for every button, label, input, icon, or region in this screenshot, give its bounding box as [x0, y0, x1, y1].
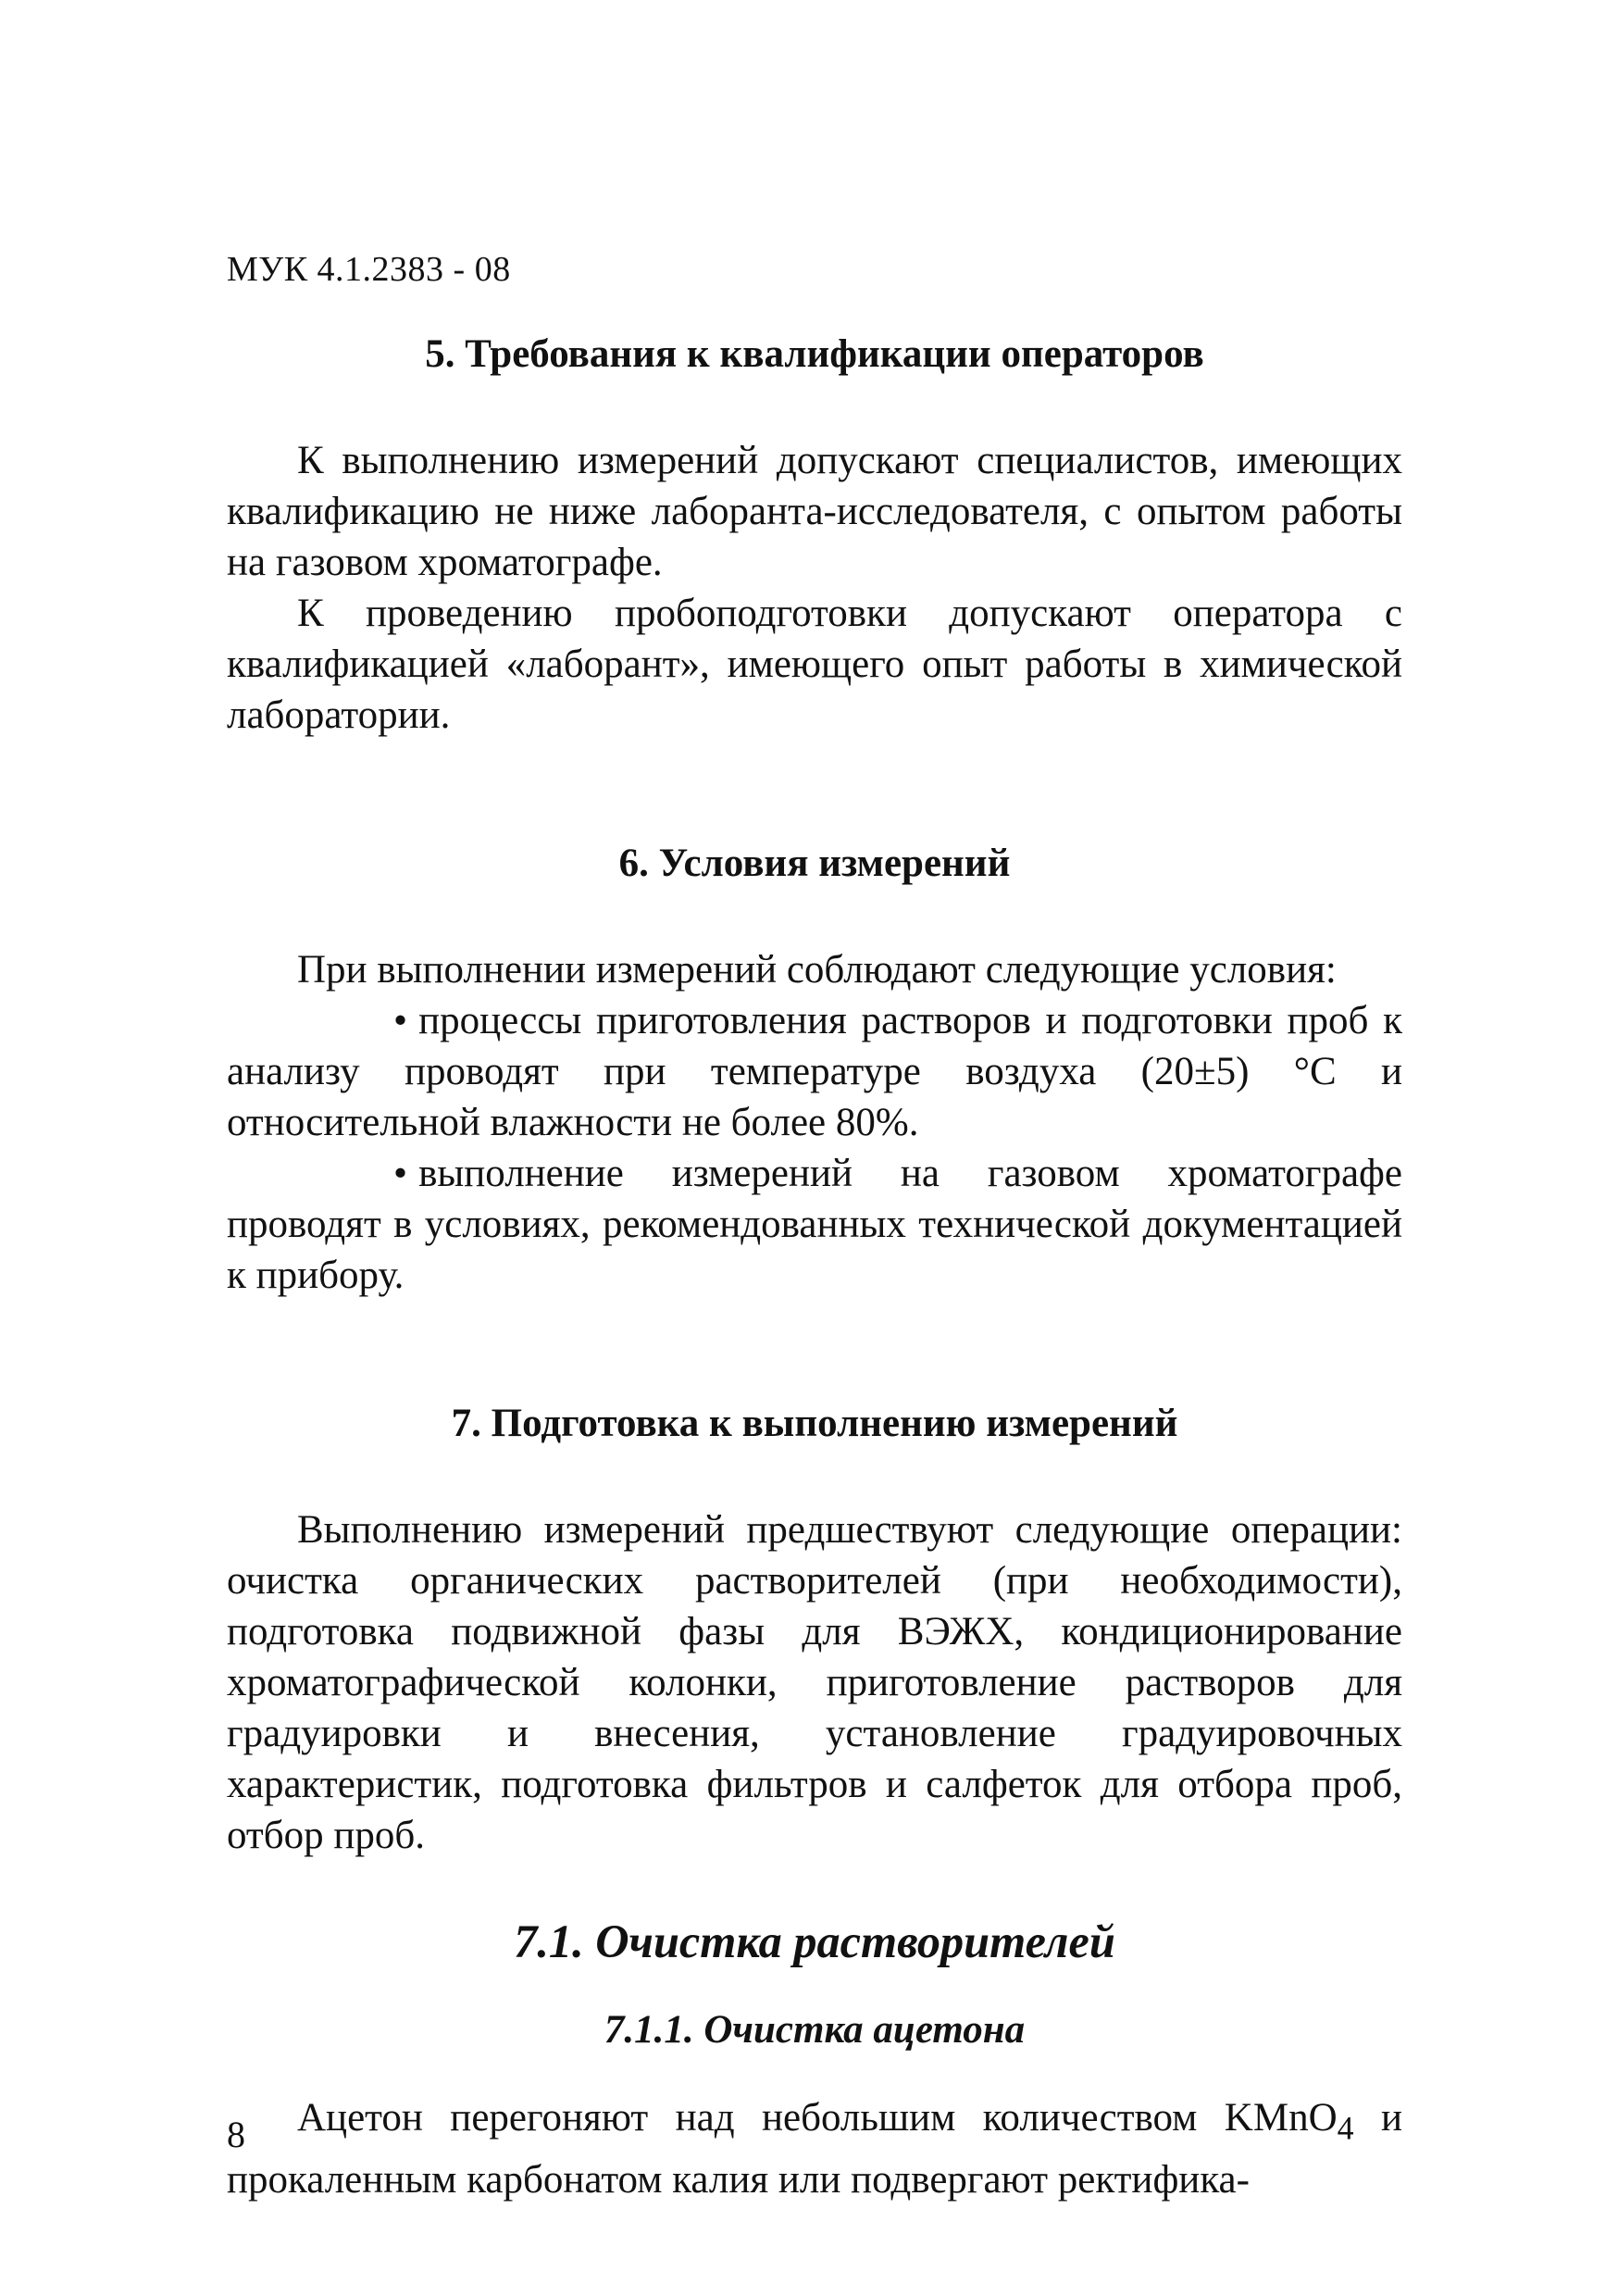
section-6-intro: При выполнении измерений соблюдают следующие условия: — [297, 948, 1337, 992]
subsection-7-1-1-title: 7.1.1. Очистка ацетона — [604, 2008, 1026, 2052]
acetone-text-part-2: и прокаленным карбонатом калия или подвергают ректифика- — [227, 2096, 1402, 2202]
spacer — [227, 1301, 1402, 1398]
acetone-paragraph — [227, 2092, 1402, 2205]
section-6-list-item-2 — [227, 1148, 1402, 1301]
acetone-subscript: 4 — [1337, 2109, 1354, 2147]
subsection-7-1-title: 7.1. Очистка растворителей — [514, 1915, 1115, 1967]
section-6-list-item-2-text: выполнение измерений на газовом хроматографе проводят в условиях, рекомендованных технической документацией к прибору. — [227, 1152, 1402, 1297]
spacer — [227, 2055, 1402, 2092]
section-6-list-item-1-text: процессы приготовления растворов и подготовки проб к анализу проводят при температуре воздуха (20±5) °С и относительной влажности не более 80%. — [227, 999, 1402, 1144]
spacer — [227, 1967, 1402, 2004]
spacer — [227, 889, 1402, 944]
section-7-paragraph-1: Выполнению измерений предшествуют следующие операции: очистка органических растворителей (при необходимости), подготовка подвижной фазы для ВЭЖХ, кондиционирование хроматографической колонки, приготовление растворов для градуировки и внесения, установление градуировочных характеристик, подготовка фильтров и салфеток для отбора проб, отбор проб. — [227, 1508, 1402, 1857]
section-6-list-item-1 — [227, 995, 1402, 1148]
bullet-icon: • — [393, 999, 408, 1042]
spacer — [227, 380, 1402, 435]
section-6-title: 6. Условия измерений — [618, 842, 1011, 885]
spacer — [227, 1449, 1402, 1504]
spacer — [227, 741, 1402, 838]
document-code-header: МУК 4.1.2383 - 08 — [227, 250, 511, 289]
bullet-icon: • — [393, 1152, 408, 1195]
section-5-paragraph-2: К проведению пробоподготовки допускают оператора с квалификацией «лаборант», имеющего опыт работы в химической лаборатории. — [227, 592, 1402, 737]
page-content — [227, 329, 1402, 2205]
section-5-title: 5. Требования к квалификации операторов — [425, 332, 1204, 376]
spacer — [227, 1861, 1402, 1916]
page-number: 8 — [227, 2114, 245, 2155]
section-7-title: 7. Подготовка к выполнению измерений — [451, 1402, 1178, 1445]
section-5-paragraph-1: К выполнению измерений допускают специалистов, имеющих квалификацию не ниже лаборанта-исследователя, с опытом работы на газовом хроматографе. — [227, 439, 1402, 584]
acetone-text-part-1: Ацетон перегоняют над небольшим количеством KMnO — [297, 2096, 1338, 2140]
